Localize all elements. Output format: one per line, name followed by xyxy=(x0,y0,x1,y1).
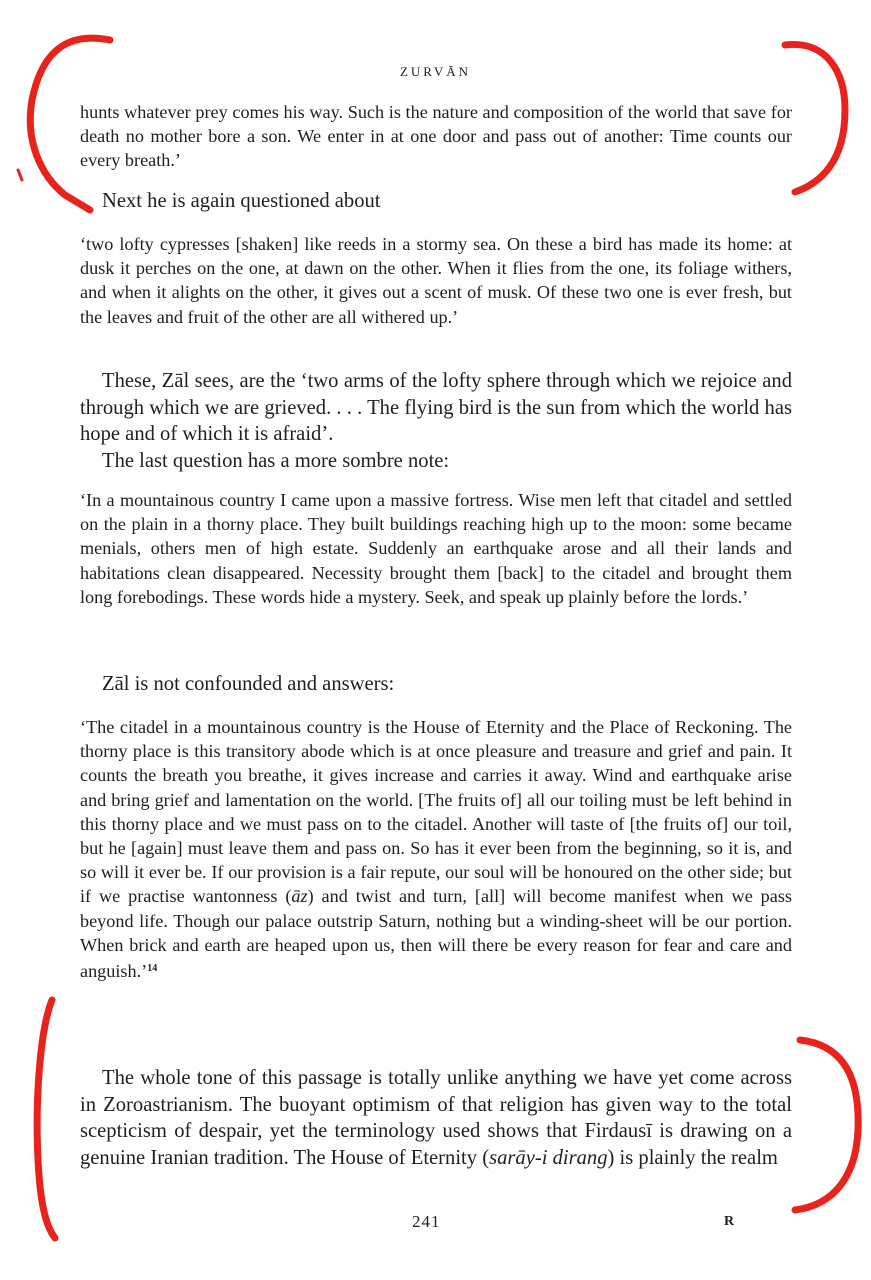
body-paragraph-block xyxy=(80,188,792,215)
bracket-bottom-right xyxy=(795,1040,858,1210)
bracket-top-left-tick xyxy=(18,170,22,180)
quote-block xyxy=(80,232,792,329)
running-head: ZURVĀN xyxy=(399,64,472,79)
signature-mark: R xyxy=(724,1214,735,1229)
body-text: The whole tone of this passage is totally unlike anything we have yet come across in Zoroastrianism. The buoyant optimism of that religion has given way to the total scepticism of despair, yet the terminology used shows that Firdausī is drawing on a genuine Iranian tradition. The House of Eternity ( xyxy=(80,1067,792,1169)
body-paragraph-block xyxy=(80,368,792,474)
italic-term: sarāy-i dirang xyxy=(489,1146,608,1169)
body-paragraph: Next he is again questioned about xyxy=(102,190,381,212)
quote-text: ) and twist and turn, [all] will become manifest when we pass beyond life. Though our palace outstrip Saturn, nothing but a winding-sheet will be our portion. When brick and earth are heaped upon us, then will there be every reason for fear and care and anguish.’ xyxy=(80,886,792,982)
italic-term: āz xyxy=(291,886,308,907)
quote-block xyxy=(80,715,792,983)
bracket-bottom-left xyxy=(37,1000,55,1238)
quote-paragraph: ‘two lofty cypresses [shaken] like reeds in a stormy sea. On these a bird has made its home: at dusk it perches on the one, at dawn on the other. When it flies from the one, its foliage withers, and when it alights on the other, it gives out a scent of musk. Of these two one is ever fresh, but the leaves and fruit of the other are all withered up.’ xyxy=(80,234,792,327)
page-number: 241 xyxy=(412,1212,441,1231)
quote-text: ‘The citadel in a mountainous country is the House of Eternity and the Place of Reckoning. The thorny place is this transitory abode which is at once pleasure and treasure and grief and pain. It counts the breath you breathe, it gives increase and carries it away. Wind and earthquake arise and bring grief and lamentation on the world. [The fruits of] all our toiling must be left behind in this thorny place and we must pass on to the citadel. Another will taste of [the fruits of] our toil, but he [again] must leave them and pass on. So has it ever been from the beginning, so it is, and so will it ever be. If our provision is a fair repute, our soul will be honoured on the other side; but if we practise wantonness ( xyxy=(80,717,792,907)
quote-block xyxy=(80,100,792,173)
body-paragraph: These, Zāl sees, are the ‘two arms of the lofty sphere through which we rejoice and through which we are grieved. . . . The flying bird is the sun from which the world has hope and of which it is afraid’. xyxy=(80,370,792,445)
quote-paragraph: hunts whatever prey comes his way. Such is the nature and composition of the world that save for death no mother bore a son. We enter in at one door and pass out of another: Time counts our every breath.’ xyxy=(80,102,792,171)
quote-paragraph xyxy=(80,715,792,983)
quote-block xyxy=(80,488,792,609)
quote-paragraph: ‘In a mountainous country I came upon a massive fortress. Wise men left that citadel and settled on the plain in a thorny place. They built buildings reaching high up to the moon: some became menials, others men of high estate. Suddenly an earthquake arose and all their lands and habitations clean disappeared. Necessity brought them [back] to the citadel and brought them long forebodings. These words hide a mystery. Seek, and speak up plainly before the lords.’ xyxy=(80,490,792,607)
body-text: ) is plainly the realm xyxy=(607,1146,778,1169)
body-paragraph xyxy=(80,1065,792,1171)
body-paragraph: The last question has a more sombre note: xyxy=(102,449,450,472)
body-paragraph: Zāl is not confounded and answers: xyxy=(102,673,395,695)
body-paragraph-block xyxy=(80,1065,792,1171)
body-paragraph-block xyxy=(80,671,792,698)
footnote-marker: 14 xyxy=(147,963,158,975)
